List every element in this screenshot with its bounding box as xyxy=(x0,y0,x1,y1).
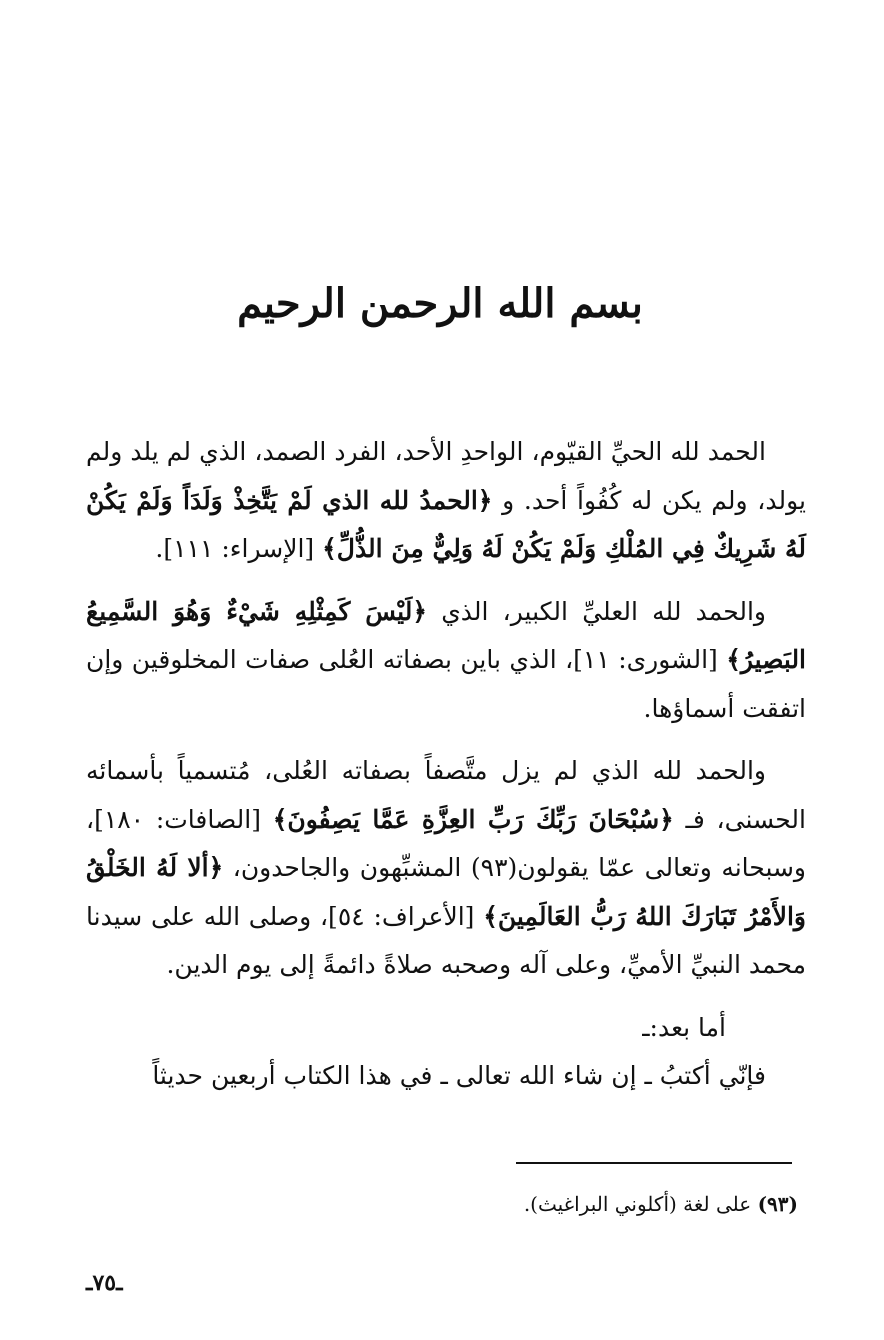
verse-reference-isra: [الإسراء: ١١١]. xyxy=(155,534,315,563)
paragraph-3-text-b: [الصافات: ١٨٠]، وسبحانه وتعالى عمّا يقولون(٩٣) المشبِّهون والجاحدون، xyxy=(86,804,807,882)
paragraph-3-text-c: [الأعراف: ٥٤]، وصلى الله على سيدنا محمد النبيِّ الأميِّ، وعلى آله وصحبه صلاةً دائمةً إلى يوم الدين. xyxy=(86,901,806,979)
basmala-calligraphy: بسم الله الرحمن الرحيم xyxy=(237,279,643,327)
footnote-text: على لغة (أكلوني البراغيث). xyxy=(523,1192,752,1216)
page-number: ـ٧٥ـ xyxy=(86,1270,123,1296)
footnote-number: (٩٣) xyxy=(757,1192,798,1216)
quran-verse-isra: ﴿الحمدُ لله الذي لَمْ يَتَّخِذْ وَلَدَاً وَلَمْ يَكُنْ لَهُ شَرِيكٌ فِي المُلْكِ وَلَمْ يَكُنْ لَهُ وَلِيٌّ مِنَ الذُّلِّ﴾ xyxy=(86,485,806,563)
quran-verse-araf: ﴿ألا لَهُ الخَلْقُ وَالأَمْرُ تَبَارَكَ اللهُ رَبُّ العَالَمِينَ﴾ xyxy=(86,853,806,931)
paragraph-2 xyxy=(86,588,806,734)
footnote xyxy=(198,1192,798,1216)
amma-baad-heading: أما بعد:ـ xyxy=(642,1012,726,1042)
paragraph-2-text-b: [الشورى: ١١]، الذي باين بصفاته العُلى صفات المخلوقين وإن اتفقت أسماؤها. xyxy=(86,645,806,723)
last-line: فإنّي أكتبُ ـ إن شاء الله تعالى ـ في هذا الكتاب أربعين حديثاً xyxy=(152,1061,766,1090)
paragraph-3-text-a: والحمد لله الذي لم يزل متَّصفاً بصفاته العُلى، مُتسمياً بأسمائه الحسنى، فـ xyxy=(86,756,806,834)
main-text xyxy=(86,428,806,1101)
paragraph-3 xyxy=(86,747,806,990)
footnote-divider xyxy=(516,1162,792,1164)
paragraph-1 xyxy=(86,428,806,574)
paragraph-2-text-a: والحمد لله العليِّ الكبير، الذي xyxy=(441,596,766,626)
paragraph-1-text: الحمد لله الحيِّ القيّوم، الواحدِ الأحد، الفرد الصمد، الذي لم يلد ولم يولد، ولم يكن له كُفُواً أحد. و xyxy=(86,437,806,515)
quran-verse-saffat: ﴿سُبْحَانَ رَبِّكَ رَبِّ العِزَّةِ عَمَّا يَصِفُونَ﴾ xyxy=(272,804,674,834)
quran-verse-shura: ﴿لَيْسَ كَمِثْلِهِ شَيْءٌ وَهُوَ السَّمِيعُ البَصِيرُ﴾ xyxy=(86,596,807,674)
